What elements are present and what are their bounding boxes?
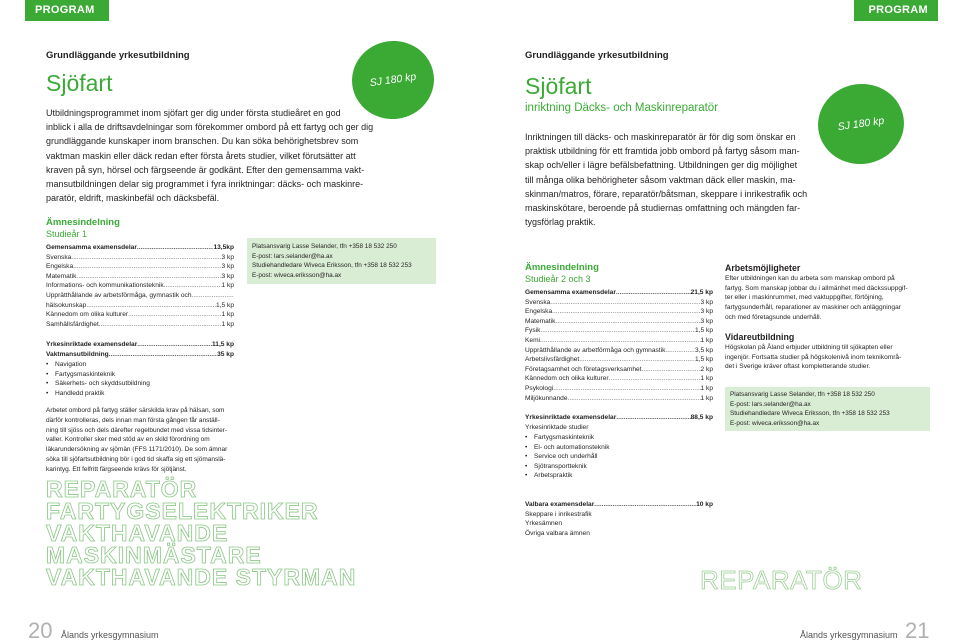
jobs-body: Efter utbildningen kan du arbeta som manskap ombord på fartyg. Som manskap jobbar du i allmänhet med däckssuppgif- ter eller i maskinrummet, med vaktuppgifter, förtöjning, fartygsunderhåll, reparationer av maskiner och anläggningar och med företagsunde underhåll. — [725, 275, 908, 321]
list-item: • Service och underhåll — [525, 452, 610, 462]
left-bullet-list — [46, 360, 150, 398]
right-oriented-list — [525, 413, 713, 432]
left-common-list — [46, 243, 234, 329]
list-item: Fysik ..... 1,5 kp — [525, 326, 713, 336]
left-section-sub: Studieår 1 — [46, 229, 88, 239]
list-item: Psykologi ..... 1 kp — [525, 384, 713, 394]
left-contact-box: Platsansvarig Lasse Selander, tfn +358 18 532 250 E-post: lars.selander@ha.ax Studiehandledare Wiveca Eriksson, tfn +358 18 532 253 E-post: wiveca.eriksson@ha.ax — [247, 238, 436, 284]
list-item: Arbetslivsfärdighet ..... 1,5 kp — [525, 355, 713, 365]
list-item: Engelska ..... 3 kp — [525, 307, 713, 317]
list-item: Skeppare i inrikestrafik — [525, 510, 592, 518]
list-item: Gemensamma examensdelar ..... 21,5 kp — [525, 288, 713, 298]
left-oriented-list — [46, 340, 234, 359]
list-item: • El- och automationsteknik — [525, 443, 610, 453]
left-section-head: Ämnesindelning — [46, 217, 120, 228]
right-credit-badge: SJ 180 kp — [813, 78, 909, 169]
left-health-note: Arbetet ombord på fartyg ställer särskilda krav på hälsan, som därför kontrolleras, dels innan man första gången får anställ- ning till sjöss och dels därefter regelbundet med vissa tidsinter- valler. Kontroller sker med stöd av en skild förordning om läkarundersökning av sjömän (FFS 1171/2010). De som ämnar söka till sjöfartsutbildning bör i god tid skaffa sig ett sjömanslä- karintyg. Ett felfritt färgseende krävs för sjötjänst. — [46, 407, 228, 473]
right-contact-box: Platsansvarig Lasse Selander, tfn +358 18 532 250 E-post: lars.selander@ha.ax Studiehandledare Wiveca Eriksson, tfn +358 18 532 253 E-post: wiveca.eriksson@ha.ax — [725, 387, 930, 431]
list-item: Matematik ..... 3 kp — [525, 317, 713, 327]
list-item: Matematik ..... 3 kp — [46, 272, 234, 282]
list-item: Yrkesinriktade examensdelar ..... 88,5 kp — [525, 413, 713, 423]
right-section-head: Ämnesindelning — [525, 262, 599, 273]
right-section-sub: Studieår 2 och 3 — [525, 274, 591, 284]
right-optional-list — [525, 500, 713, 538]
further-heading: Vidareutbildning — [725, 332, 795, 342]
list-item: Miljökunnande ..... 1 kp — [525, 394, 713, 404]
right-common-list — [525, 288, 713, 403]
right-intro: Inriktningen till däcks- och maskinreparatör är för dig som önskar en praktisk utbildning för ett framtida jobb ombord på fartyg såsom man- skap och/eller i lägre befälsbefattning. Utbildningen ger dig möjlighet till många olika behörigheter såsom vaktman däck eller maskin, ma- skinman/matros, förare, reparatör/båtsman, skeppare i inrikestrafik och maskinskötare, beroende på studiernas omfattning och mängden far- tygsförlag praktik. — [525, 132, 808, 228]
list-item: Yrkesinriktade examensdelar ..... 11,5 kp — [46, 340, 234, 350]
list-item: Valbara examensdelar ..... 10 kp — [525, 500, 713, 510]
list-item: hälsokunskap ..... 1,5 kp — [46, 301, 234, 311]
left-title: Sjöfart — [46, 70, 113, 96]
list-item: Informations- och kommunikationsteknik ..... 1 kp — [46, 281, 234, 291]
list-item: • Säkerhets- och skyddsutbildning — [46, 379, 150, 389]
program-tab-left: PROGRAM — [25, 0, 109, 21]
list-item: Övriga valbara ämnen — [525, 529, 590, 537]
list-item: Kännedom om olika kulturer ..... 1 kp — [46, 310, 234, 320]
right-title: Sjöfart — [525, 73, 592, 99]
list-item: Upprätthållande av arbetsförmåga, gymnastik och ..... — [46, 291, 234, 301]
left-credit-badge: SJ 180 kp — [347, 36, 439, 125]
program-tab-right: PROGRAM — [854, 0, 938, 21]
list-item: Samhällsfärdighet ..... 1 kp — [46, 320, 234, 330]
list-item: Kemi ..... 1 kp — [525, 336, 713, 346]
list-item: Svenska ..... 3 kp — [525, 298, 713, 308]
oriented-title: Yrkesinriktade studier — [525, 423, 589, 431]
list-item: Vaktmansutbildning ..... 35 kp — [46, 350, 234, 360]
list-item: Gemensamma examensdelar ..... 13,5kp — [46, 243, 234, 253]
left-eyebrow: Grundläggande yrkesutbildning — [46, 50, 190, 61]
list-item: • Arbetspraktik — [525, 471, 610, 481]
left-intro: Utbildningsprogrammet inom sjöfart ger dig under första studieåret en god inblick i alla de driftsavdelningar som förekommer ombord på ett fartyg och ger dig grundläggande kunskaper inom branschen. Du kan söka behörighetsbrev som vaktman maskin eller däck redan efter första årets studier, vilket förutsätter att kraven på syn, hörsel och färgseende är godkänt. Efter den gemensamma vakt- mansutbildningen delar sig programmet i fyra inriktningar: däcks- och maskinre- paratör, eldrift, maskinbefäl och däcksbefäl. — [46, 108, 374, 204]
list-item: • Handledd praktik — [46, 389, 150, 399]
jobs-heading: Arbetsmöjligheter — [725, 263, 801, 273]
left-page-number: 20 — [28, 618, 53, 643]
list-item: • Sjötransportteknik — [525, 462, 610, 472]
list-item: Kännedom och olika kulturer ..... 1 kp — [525, 374, 713, 384]
right-page-number: 21 — [905, 618, 930, 643]
left-big-words: REPARATÖR FARTYGSELEKTRIKER VAKTHAVANDE MASKINMÄSTARE VAKTHAVANDE STYRMAN — [46, 476, 357, 590]
right-big-word: REPARATÖR — [700, 565, 863, 595]
list-item: • Fartygsmaskinteknik — [525, 433, 610, 443]
list-item: • Fartygsmaskinteknik — [46, 370, 150, 380]
list-item: Engelska ..... 3 kp — [46, 262, 234, 272]
right-footer: Ålands yrkesgymnasium — [800, 630, 898, 640]
list-item: Upprätthållande av arbetförmåga och gymnastik ..... 3,5 kp — [525, 346, 713, 356]
right-eyebrow: Grundläggande yrkesutbildning — [525, 50, 669, 61]
left-footer: Ålands yrkesgymnasium — [61, 630, 159, 640]
right-subtitle: inriktning Däcks- och Maskinreparatör — [525, 102, 719, 114]
list-item: Yrkesämnen — [525, 520, 563, 528]
right-bullet-list — [525, 433, 610, 481]
list-item: • Navigation — [46, 360, 150, 370]
further-body: Högskolan på Åland erbjuder utbildning till sjökapten eller ingenjör. Fortsatta studier på högskolenivå inom teknikområ- det i Sverige kräver oftast kompletterande studier. — [725, 344, 902, 371]
list-item: Svenska ..... 3 kp — [46, 253, 234, 263]
list-item: Företagsamhet och företagsverksamhet ..... 2 kp — [525, 365, 713, 375]
